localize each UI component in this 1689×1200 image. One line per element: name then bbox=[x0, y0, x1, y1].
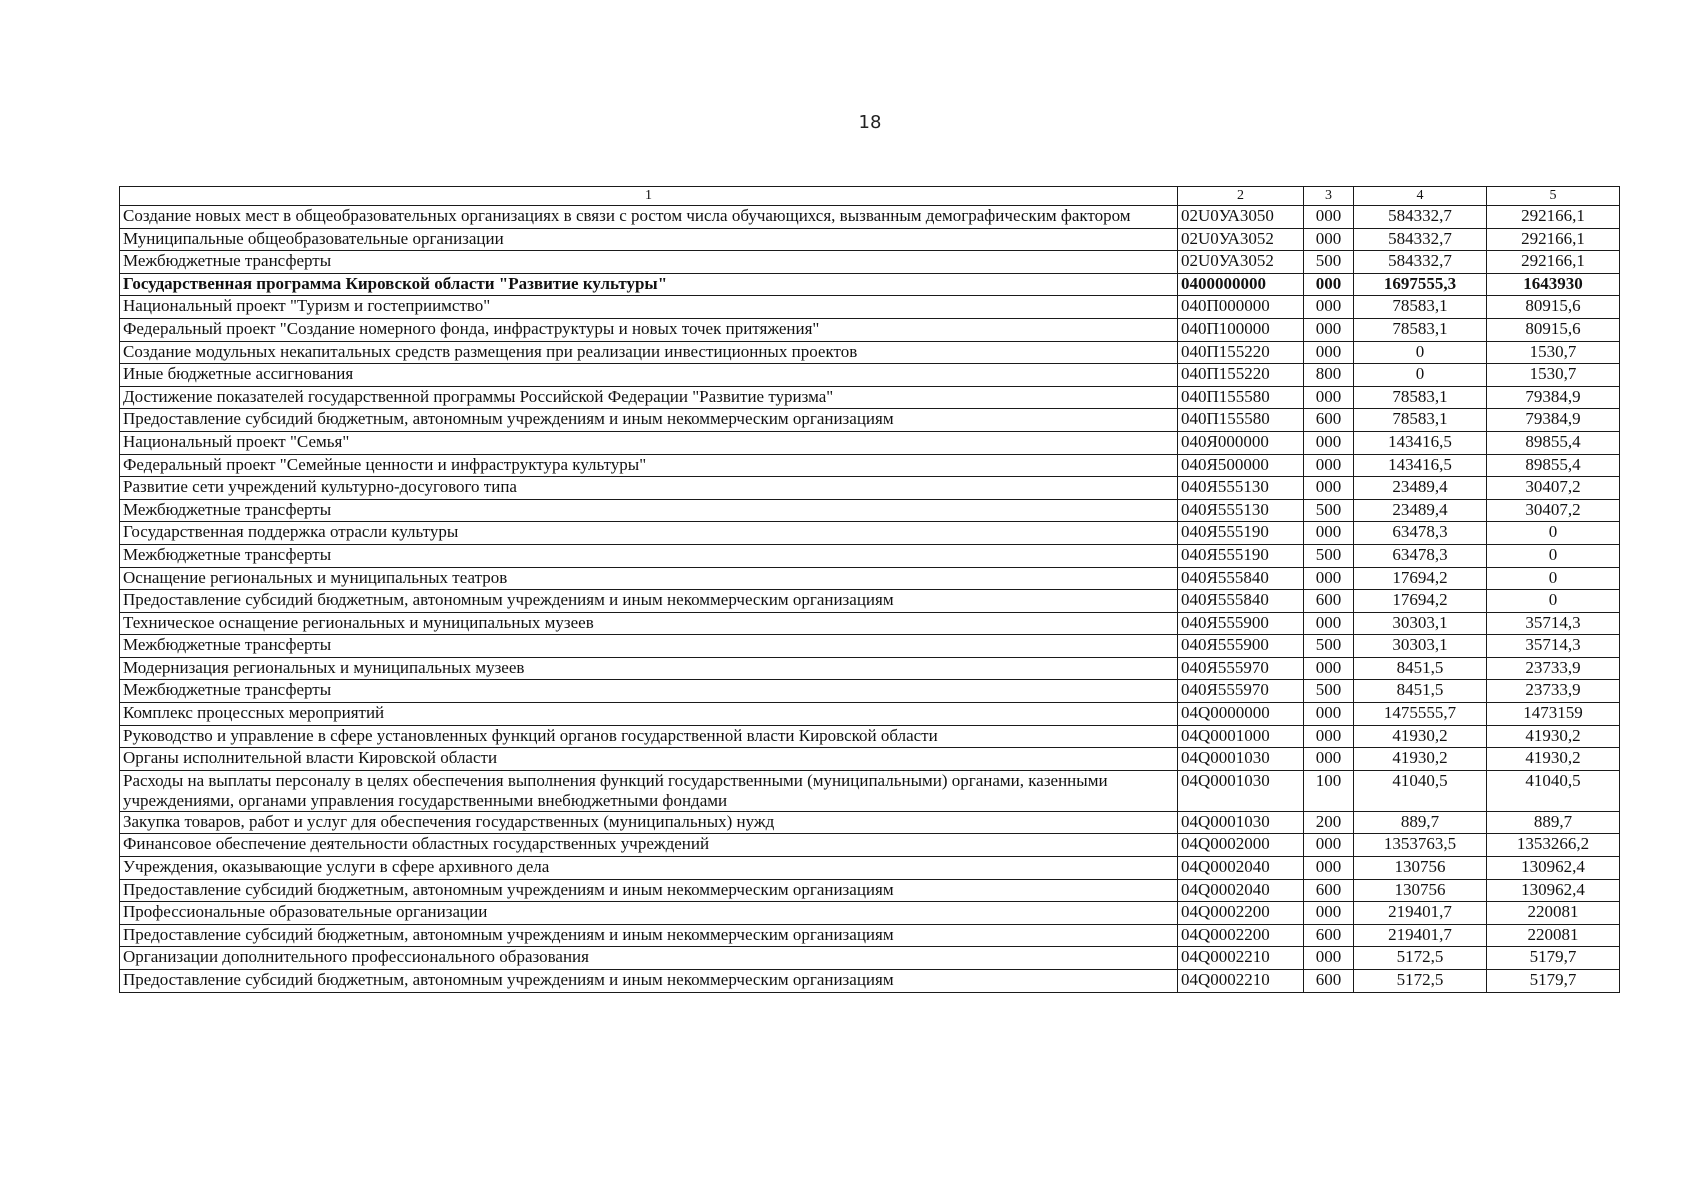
cell-expense-type: 500 bbox=[1304, 680, 1354, 703]
cell-code: 04Q0002210 bbox=[1178, 947, 1304, 970]
cell-name: Предоставление субсидий бюджетным, автономным учреждениям и иным некоммерческим организациям bbox=[120, 879, 1178, 902]
cell-name: Межбюджетные трансферты bbox=[120, 544, 1178, 567]
cell-name: Комплекс процессных мероприятий bbox=[120, 703, 1178, 726]
cell-code: 040Я555970 bbox=[1178, 657, 1304, 680]
cell-code: 02U0УА3052 bbox=[1178, 228, 1304, 251]
table-row bbox=[120, 499, 1620, 522]
cell-code: 04Q0002040 bbox=[1178, 879, 1304, 902]
cell-expense-type: 100 bbox=[1304, 770, 1354, 811]
cell-amount-col4: 41930,2 bbox=[1354, 748, 1487, 771]
cell-code: 04Q0002200 bbox=[1178, 902, 1304, 925]
cell-code: 040Я555190 bbox=[1178, 544, 1304, 567]
cell-name: Национальный проект "Семья" bbox=[120, 431, 1178, 454]
cell-amount-col5: 30407,2 bbox=[1487, 477, 1620, 500]
cell-name: Федеральный проект "Семейные ценности и инфраструктура культуры" bbox=[120, 454, 1178, 477]
cell-amount-col5: 41930,2 bbox=[1487, 748, 1620, 771]
table-body bbox=[120, 206, 1620, 993]
cell-code: 02U0УА3050 bbox=[1178, 206, 1304, 229]
cell-expense-type: 000 bbox=[1304, 228, 1354, 251]
cell-code: 040П000000 bbox=[1178, 296, 1304, 319]
cell-amount-col4: 63478,3 bbox=[1354, 544, 1487, 567]
cell-expense-type: 000 bbox=[1304, 567, 1354, 590]
cell-amount-col4: 584332,7 bbox=[1354, 228, 1487, 251]
cell-name: Государственная программа Кировской области "Развитие культуры" bbox=[120, 273, 1178, 296]
cell-expense-type: 200 bbox=[1304, 811, 1354, 834]
cell-name: Государственная поддержка отрасли культуры bbox=[120, 522, 1178, 545]
cell-amount-col5: 0 bbox=[1487, 522, 1620, 545]
table-row bbox=[120, 635, 1620, 658]
cell-amount-col4: 23489,4 bbox=[1354, 477, 1487, 500]
cell-amount-col5: 41930,2 bbox=[1487, 725, 1620, 748]
table-row bbox=[120, 409, 1620, 432]
cell-amount-col4: 0 bbox=[1354, 341, 1487, 364]
cell-code: 02U0УА3052 bbox=[1178, 251, 1304, 274]
cell-amount-col4: 41040,5 bbox=[1354, 770, 1487, 811]
cell-expense-type: 000 bbox=[1304, 902, 1354, 925]
cell-code: 040Я555130 bbox=[1178, 477, 1304, 500]
cell-name: Создание новых мест в общеобразовательных организациях в связи с ростом числа обучающихся, вызванным демографическим фактором bbox=[120, 206, 1178, 229]
cell-code: 040Я555900 bbox=[1178, 635, 1304, 658]
cell-amount-col5: 1530,7 bbox=[1487, 341, 1620, 364]
table-row bbox=[120, 386, 1620, 409]
cell-amount-col5: 1473159 bbox=[1487, 703, 1620, 726]
cell-amount-col5: 0 bbox=[1487, 567, 1620, 590]
cell-name: Организации дополнительного профессионального образования bbox=[120, 947, 1178, 970]
cell-code: 04Q0002040 bbox=[1178, 857, 1304, 880]
cell-name: Предоставление субсидий бюджетным, автономным учреждениям и иным некоммерческим организациям bbox=[120, 590, 1178, 613]
table-row bbox=[120, 228, 1620, 251]
cell-name: Расходы на выплаты персоналу в целях обеспечения выполнения функций государственными (муниципальными) органами, казенными учреждениями, органами управления государственными внебюджетными фондами bbox=[120, 770, 1178, 811]
table-row bbox=[120, 902, 1620, 925]
table-row bbox=[120, 296, 1620, 319]
cell-amount-col5: 292166,1 bbox=[1487, 251, 1620, 274]
cell-amount-col4: 1475555,7 bbox=[1354, 703, 1487, 726]
table-row bbox=[120, 612, 1620, 635]
table-row bbox=[120, 811, 1620, 834]
table-row bbox=[120, 522, 1620, 545]
cell-amount-col5: 1530,7 bbox=[1487, 364, 1620, 387]
cell-amount-col4: 30303,1 bbox=[1354, 612, 1487, 635]
cell-amount-col5: 30407,2 bbox=[1487, 499, 1620, 522]
table-row bbox=[120, 341, 1620, 364]
cell-amount-col4: 78583,1 bbox=[1354, 318, 1487, 341]
cell-amount-col4: 78583,1 bbox=[1354, 296, 1487, 319]
table-row bbox=[120, 970, 1620, 993]
cell-name: Межбюджетные трансферты bbox=[120, 680, 1178, 703]
cell-amount-col4: 584332,7 bbox=[1354, 206, 1487, 229]
cell-code: 040П155580 bbox=[1178, 409, 1304, 432]
cell-expense-type: 000 bbox=[1304, 834, 1354, 857]
cell-expense-type: 600 bbox=[1304, 970, 1354, 993]
cell-code: 04Q0000000 bbox=[1178, 703, 1304, 726]
cell-name: Техническое оснащение региональных и муниципальных музеев bbox=[120, 612, 1178, 635]
page-number: 18 bbox=[858, 112, 882, 133]
cell-amount-col4: 219401,7 bbox=[1354, 902, 1487, 925]
budget-table bbox=[119, 186, 1620, 993]
table-row bbox=[120, 590, 1620, 613]
table-row bbox=[120, 657, 1620, 680]
table-row bbox=[120, 703, 1620, 726]
cell-amount-col5: 35714,3 bbox=[1487, 635, 1620, 658]
cell-code: 04Q0001030 bbox=[1178, 748, 1304, 771]
cell-name: Муниципальные общеобразовательные организации bbox=[120, 228, 1178, 251]
cell-amount-col5: 1643930 bbox=[1487, 273, 1620, 296]
cell-amount-col4: 130756 bbox=[1354, 879, 1487, 902]
cell-code: 040Я555190 bbox=[1178, 522, 1304, 545]
cell-code: 040Я555840 bbox=[1178, 567, 1304, 590]
cell-name: Межбюджетные трансферты bbox=[120, 635, 1178, 658]
cell-code: 040П155220 bbox=[1178, 341, 1304, 364]
table-row bbox=[120, 857, 1620, 880]
cell-amount-col4: 30303,1 bbox=[1354, 635, 1487, 658]
table-row bbox=[120, 206, 1620, 229]
cell-code: 04Q0002210 bbox=[1178, 970, 1304, 993]
cell-code: 04Q0001030 bbox=[1178, 770, 1304, 811]
cell-amount-col5: 80915,6 bbox=[1487, 318, 1620, 341]
cell-name: Предоставление субсидий бюджетным, автономным учреждениям и иным некоммерческим организациям bbox=[120, 409, 1178, 432]
cell-code: 04Q0001030 bbox=[1178, 811, 1304, 834]
table-row bbox=[120, 318, 1620, 341]
cell-name: Межбюджетные трансферты bbox=[120, 251, 1178, 274]
table-row bbox=[120, 454, 1620, 477]
cell-amount-col4: 584332,7 bbox=[1354, 251, 1487, 274]
cell-name: Закупка товаров, работ и услуг для обеспечения государственных (муниципальных) нужд bbox=[120, 811, 1178, 834]
cell-expense-type: 000 bbox=[1304, 273, 1354, 296]
cell-expense-type: 000 bbox=[1304, 748, 1354, 771]
table-row bbox=[120, 477, 1620, 500]
cell-code: 040П155220 bbox=[1178, 364, 1304, 387]
table-row bbox=[120, 364, 1620, 387]
cell-expense-type: 500 bbox=[1304, 499, 1354, 522]
cell-code: 04Q0002000 bbox=[1178, 834, 1304, 857]
cell-expense-type: 000 bbox=[1304, 612, 1354, 635]
cell-amount-col5: 0 bbox=[1487, 544, 1620, 567]
cell-name: Развитие сети учреждений культурно-досугового типа bbox=[120, 477, 1178, 500]
cell-amount-col5: 292166,1 bbox=[1487, 206, 1620, 229]
table-row bbox=[120, 725, 1620, 748]
table-row bbox=[120, 431, 1620, 454]
cell-expense-type: 000 bbox=[1304, 857, 1354, 880]
table-row bbox=[120, 879, 1620, 902]
cell-name: Руководство и управление в сфере установленных функций органов государственной власти Кировской области bbox=[120, 725, 1178, 748]
cell-name: Национальный проект "Туризм и гостеприимство" bbox=[120, 296, 1178, 319]
cell-amount-col4: 63478,3 bbox=[1354, 522, 1487, 545]
cell-amount-col4: 78583,1 bbox=[1354, 386, 1487, 409]
cell-name: Модернизация региональных и муниципальных музеев bbox=[120, 657, 1178, 680]
cell-expense-type: 000 bbox=[1304, 725, 1354, 748]
cell-amount-col4: 17694,2 bbox=[1354, 590, 1487, 613]
table-row bbox=[120, 567, 1620, 590]
cell-expense-type: 800 bbox=[1304, 364, 1354, 387]
table-row bbox=[120, 924, 1620, 947]
cell-amount-col5: 89855,4 bbox=[1487, 454, 1620, 477]
cell-amount-col5: 5179,7 bbox=[1487, 947, 1620, 970]
cell-expense-type: 600 bbox=[1304, 924, 1354, 947]
cell-name: Федеральный проект "Создание номерного фонда, инфраструктуры и новых точек притяжения" bbox=[120, 318, 1178, 341]
cell-amount-col4: 23489,4 bbox=[1354, 499, 1487, 522]
cell-amount-col5: 130962,4 bbox=[1487, 879, 1620, 902]
header-col-4: 4 bbox=[1354, 187, 1487, 206]
cell-amount-col4: 889,7 bbox=[1354, 811, 1487, 834]
cell-amount-col4: 143416,5 bbox=[1354, 454, 1487, 477]
cell-name: Финансовое обеспечение деятельности областных государственных учреждений bbox=[120, 834, 1178, 857]
cell-code: 040Я500000 bbox=[1178, 454, 1304, 477]
cell-expense-type: 000 bbox=[1304, 454, 1354, 477]
cell-amount-col5: 0 bbox=[1487, 590, 1620, 613]
cell-amount-col4: 5172,5 bbox=[1354, 947, 1487, 970]
table-row bbox=[120, 748, 1620, 771]
cell-amount-col5: 220081 bbox=[1487, 924, 1620, 947]
cell-name: Предоставление субсидий бюджетным, автономным учреждениям и иным некоммерческим организациям bbox=[120, 970, 1178, 993]
cell-expense-type: 000 bbox=[1304, 703, 1354, 726]
table-row bbox=[120, 770, 1620, 811]
cell-amount-col5: 23733,9 bbox=[1487, 657, 1620, 680]
cell-code: 040Я000000 bbox=[1178, 431, 1304, 454]
cell-amount-col5: 130962,4 bbox=[1487, 857, 1620, 880]
cell-expense-type: 000 bbox=[1304, 657, 1354, 680]
cell-expense-type: 600 bbox=[1304, 879, 1354, 902]
cell-name: Достижение показателей государственной программы Российской Федерации "Развитие туризма" bbox=[120, 386, 1178, 409]
cell-amount-col4: 17694,2 bbox=[1354, 567, 1487, 590]
cell-amount-col4: 219401,7 bbox=[1354, 924, 1487, 947]
cell-amount-col5: 79384,9 bbox=[1487, 409, 1620, 432]
header-col-1: 1 bbox=[120, 187, 1178, 206]
cell-expense-type: 500 bbox=[1304, 251, 1354, 274]
cell-expense-type: 500 bbox=[1304, 544, 1354, 567]
cell-expense-type: 000 bbox=[1304, 477, 1354, 500]
cell-amount-col5: 89855,4 bbox=[1487, 431, 1620, 454]
table-row bbox=[120, 251, 1620, 274]
header-col-3: 3 bbox=[1304, 187, 1354, 206]
cell-code: 04Q0002200 bbox=[1178, 924, 1304, 947]
cell-amount-col4: 143416,5 bbox=[1354, 431, 1487, 454]
table-row bbox=[120, 680, 1620, 703]
cell-expense-type: 000 bbox=[1304, 296, 1354, 319]
cell-code: 040Я555970 bbox=[1178, 680, 1304, 703]
cell-name: Профессиональные образовательные организации bbox=[120, 902, 1178, 925]
cell-amount-col5: 292166,1 bbox=[1487, 228, 1620, 251]
cell-amount-col4: 130756 bbox=[1354, 857, 1487, 880]
cell-amount-col5: 220081 bbox=[1487, 902, 1620, 925]
cell-code: 040Я555840 bbox=[1178, 590, 1304, 613]
header-col-5: 5 bbox=[1487, 187, 1620, 206]
cell-name: Иные бюджетные ассигнования bbox=[120, 364, 1178, 387]
cell-expense-type: 000 bbox=[1304, 341, 1354, 364]
cell-code: 040П155580 bbox=[1178, 386, 1304, 409]
table-row bbox=[120, 544, 1620, 567]
cell-expense-type: 000 bbox=[1304, 318, 1354, 341]
cell-amount-col4: 0 bbox=[1354, 364, 1487, 387]
cell-amount-col4: 8451,5 bbox=[1354, 657, 1487, 680]
cell-expense-type: 000 bbox=[1304, 431, 1354, 454]
header-col-2: 2 bbox=[1178, 187, 1304, 206]
cell-name: Органы исполнительной власти Кировской области bbox=[120, 748, 1178, 771]
cell-amount-col5: 1353266,2 bbox=[1487, 834, 1620, 857]
cell-code: 040Я555130 bbox=[1178, 499, 1304, 522]
cell-expense-type: 600 bbox=[1304, 409, 1354, 432]
cell-amount-col5: 5179,7 bbox=[1487, 970, 1620, 993]
cell-code: 040П100000 bbox=[1178, 318, 1304, 341]
cell-expense-type: 000 bbox=[1304, 522, 1354, 545]
cell-amount-col4: 78583,1 bbox=[1354, 409, 1487, 432]
cell-amount-col5: 79384,9 bbox=[1487, 386, 1620, 409]
cell-amount-col5: 889,7 bbox=[1487, 811, 1620, 834]
cell-amount-col5: 35714,3 bbox=[1487, 612, 1620, 635]
cell-code: 040Я555900 bbox=[1178, 612, 1304, 635]
table-row bbox=[120, 834, 1620, 857]
cell-amount-col4: 8451,5 bbox=[1354, 680, 1487, 703]
table-row bbox=[120, 947, 1620, 970]
cell-name: Оснащение региональных и муниципальных театров bbox=[120, 567, 1178, 590]
cell-amount-col4: 1697555,3 bbox=[1354, 273, 1487, 296]
cell-amount-col4: 41930,2 bbox=[1354, 725, 1487, 748]
cell-name: Учреждения, оказывающие услуги в сфере архивного дела bbox=[120, 857, 1178, 880]
cell-amount-col4: 5172,5 bbox=[1354, 970, 1487, 993]
header-row bbox=[120, 187, 1620, 206]
cell-name: Предоставление субсидий бюджетным, автономным учреждениям и иным некоммерческим организациям bbox=[120, 924, 1178, 947]
cell-amount-col5: 41040,5 bbox=[1487, 770, 1620, 811]
cell-name: Создание модульных некапитальных средств размещения при реализации инвестиционных проектов bbox=[120, 341, 1178, 364]
cell-code: 04Q0001000 bbox=[1178, 725, 1304, 748]
cell-amount-col5: 23733,9 bbox=[1487, 680, 1620, 703]
cell-expense-type: 600 bbox=[1304, 590, 1354, 613]
cell-expense-type: 000 bbox=[1304, 386, 1354, 409]
cell-expense-type: 500 bbox=[1304, 635, 1354, 658]
cell-amount-col4: 1353763,5 bbox=[1354, 834, 1487, 857]
cell-amount-col5: 80915,6 bbox=[1487, 296, 1620, 319]
table-row bbox=[120, 273, 1620, 296]
cell-expense-type: 000 bbox=[1304, 206, 1354, 229]
cell-name: Межбюджетные трансферты bbox=[120, 499, 1178, 522]
cell-expense-type: 000 bbox=[1304, 947, 1354, 970]
cell-code: 0400000000 bbox=[1178, 273, 1304, 296]
